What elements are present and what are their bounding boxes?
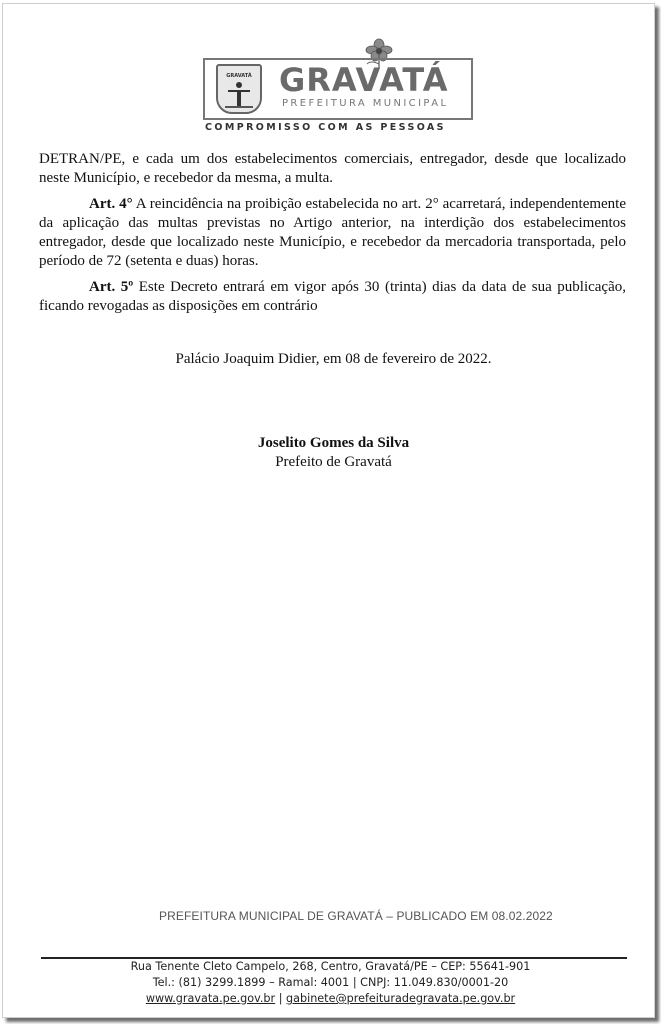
article-5 — [39, 278, 626, 316]
publication-stamp: PREFEITURA MUNICIPAL DE GRAVATÁ – PUBLICADO EM 08.02.2022 — [159, 909, 553, 923]
signer-title: Prefeito de Gravatá — [275, 454, 392, 470]
logo-title: GRAVATÁ — [279, 61, 449, 99]
document-page — [2, 3, 655, 1018]
article-5-label: Art. 5º — [89, 279, 134, 295]
article-4-text: A reincidência na proibição estabelecida no art. 2° acarretará, independentemente da aplicação das multas previstas no Artigo anterior, na interdição dos estabelecimentos entregador, desde que localizado neste Município, e recebedor da mercadoria transportada, pelo período de 72 (setenta e duas) horas. — [39, 196, 627, 269]
article-4 — [39, 195, 626, 271]
paragraph-continuation: DETRAN/PE, e cada um dos estabelecimentos comerciais, entregador, desde que localizado neste Município, e recebedor da mesma, a multa. — [39, 151, 626, 186]
footer-links — [3, 992, 655, 1005]
logo-tagline: COMPROMISSO COM AS PESSOAS — [205, 122, 446, 133]
footer-divider — [41, 957, 627, 959]
municipal-logo — [203, 38, 478, 134]
logo-subtitle: PREFEITURA MUNICIPAL — [282, 98, 449, 109]
statue-icon — [225, 80, 253, 108]
article-4-label: Art. 4° — [89, 196, 133, 212]
website-link[interactable]: www.gravata.pe.gov.br — [145, 992, 276, 1005]
email-link[interactable]: gabinete@prefeituradegravata.pe.gov.br — [286, 992, 516, 1005]
footer-separator: | — [278, 992, 283, 1005]
place-date: Palácio Joaquim Didier, em 08 de fevereiro de 2022. — [175, 351, 492, 367]
city-crest — [216, 64, 262, 114]
crest-label: GRAVATÁ — [226, 73, 252, 79]
footer-address: Rua Tenente Cleto Campelo, 268, Centro, Gravatá/PE – CEP: 55641-901 — [130, 960, 531, 973]
footer-phone: Tel.: (81) 3299.1899 – Ramal: 4001 | CNPJ: 11.049.830/0001-20 — [152, 976, 509, 989]
article-5-text: Este Decreto entrará em vigor após 30 (trinta) dias da data de sua publicação, ficando revogadas as disposições em contrário — [39, 279, 626, 314]
signer-name: Joselito Gomes da Silva — [257, 435, 410, 451]
